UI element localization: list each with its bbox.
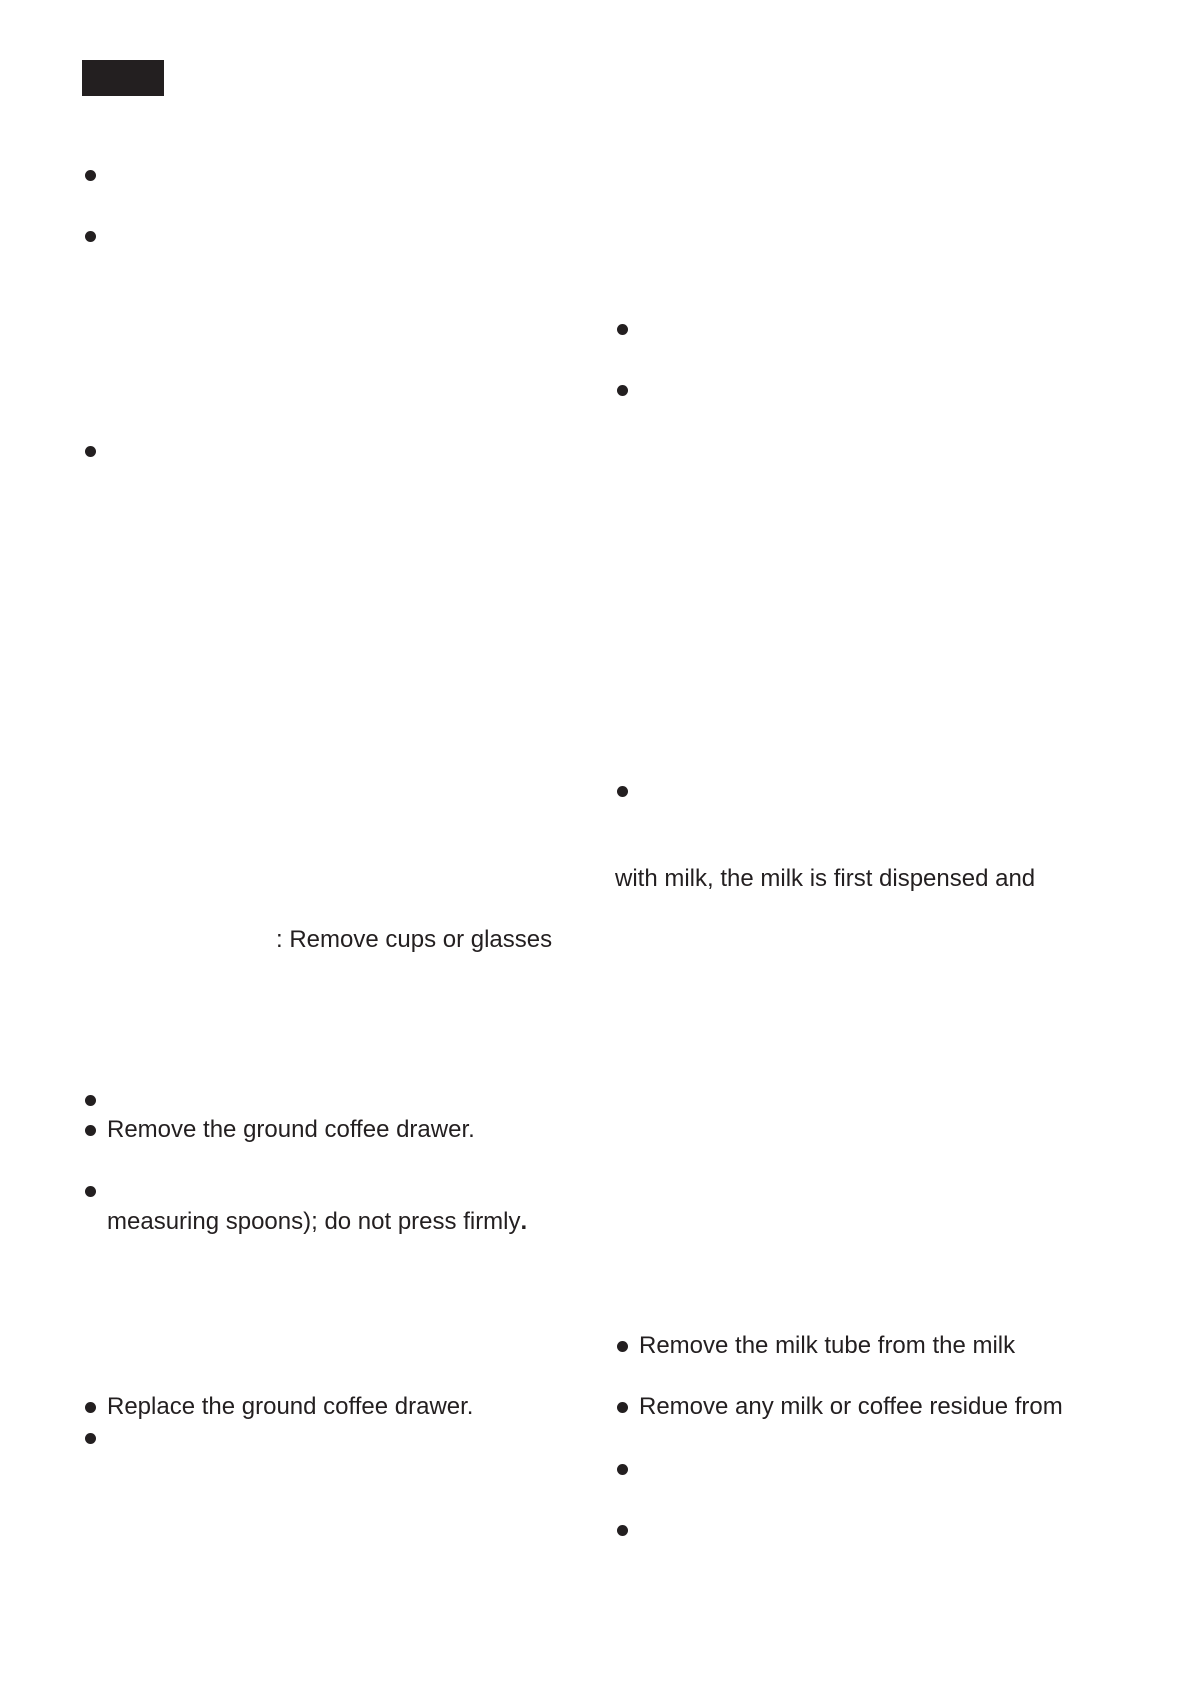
cup-note-text: : Remove cups or glasses: [276, 926, 553, 953]
bullet-icon: [85, 1402, 96, 1413]
bullet-icon: [617, 786, 628, 797]
remove-residue-text: Remove any milk or coffee residue from: [639, 1393, 1063, 1420]
bullet-icon: [85, 1186, 96, 1197]
bullet-icon: [85, 446, 96, 457]
remove-ground-coffee-drawer-text: Remove the ground coffee drawer.: [107, 1116, 475, 1143]
remove-milk-tube-text: Remove the milk tube from the milk: [639, 1332, 1016, 1359]
bullet-icon: [85, 170, 96, 181]
bullet-icon: [85, 1095, 96, 1106]
bullet-icon: [85, 1433, 96, 1444]
bullet-icon: [85, 231, 96, 242]
milk-dispense-note-text: with milk, the milk is first dispensed and: [615, 865, 1036, 892]
bullet-icon: [617, 385, 628, 396]
replace-ground-coffee-drawer-text: Replace the ground coffee drawer.: [107, 1393, 474, 1420]
section-tab-marker: [82, 60, 164, 96]
bullet-icon: [617, 1402, 628, 1413]
bullet-icon: [617, 324, 628, 335]
bullet-icon: [617, 1464, 628, 1475]
measuring-spoons-text: measuring spoons); do not press firmly.: [107, 1208, 528, 1235]
bullet-icon: [617, 1525, 628, 1536]
bullet-icon: [617, 1341, 628, 1352]
bullet-icon: [85, 1125, 96, 1136]
